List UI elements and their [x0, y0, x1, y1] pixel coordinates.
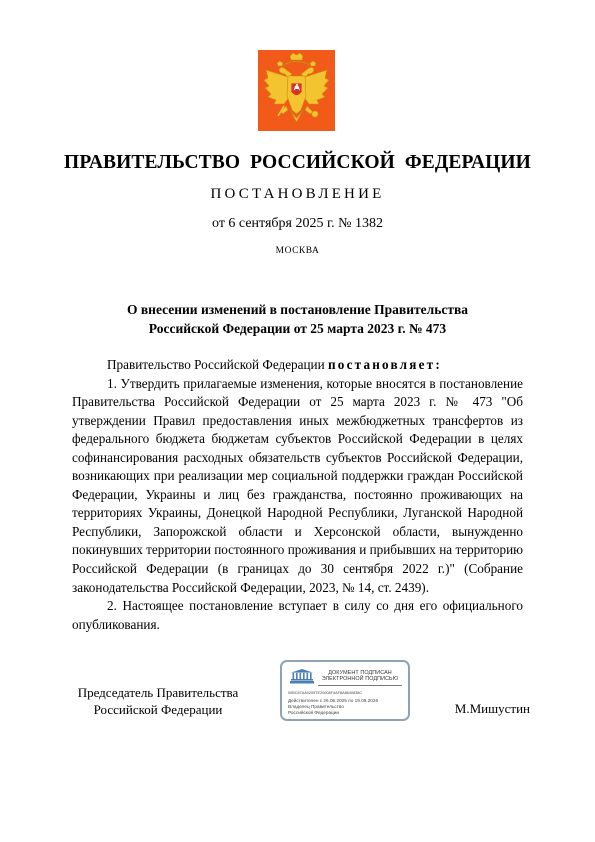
double-headed-eagle-icon: [258, 50, 335, 131]
stamp-title-line-1: ДОКУМЕНТ ПОДПИСАН: [328, 670, 392, 676]
electronic-signature-stamp: [280, 660, 410, 721]
e-signature-icon: [290, 669, 314, 684]
decree-word: постановляет:: [327, 357, 442, 372]
signatory-position-line-2: Российской Федерации: [93, 702, 223, 717]
government-title: ПРАВИТЕЛЬСТВО РОССИЙСКОЙ ФЕДЕРАЦИИ: [64, 152, 531, 173]
stamp-divider: [318, 685, 402, 686]
document-city: МОСКВА: [275, 246, 320, 256]
coat-of-arms-emblem: [258, 50, 335, 131]
document-body: [72, 356, 523, 634]
signatory-position: [60, 684, 256, 718]
signatory-position-line-1: Председатель Правительства: [77, 685, 239, 700]
stamp-title: [318, 670, 402, 682]
stamp-certificate: 00BC87AA0209TE20008F4AF8A8640838C: [288, 691, 363, 695]
stamp-validity: Действителен с 26.06.2025 по 19.09.2026: [288, 698, 379, 703]
stamp-owner: Владелец Правительство Российской Федерации: [288, 704, 344, 715]
document-subject: [60, 300, 535, 338]
intro-text: Правительство Российской Федерации: [107, 357, 328, 372]
paragraph-1: 1. Утвердить прилагаемые изменения, которые вносятся в постановление Правительства Российской Федерации от 25 марта 2023 г. № 473 "Об утверждении Правил предоставления иных межбюджетных трансфертов из федерального бюджета бюджетам субъектов Российской Федерации в целях софинансирования расходных обязательств субъектов Российской Федерации, возникающих при реализации мер социальной поддержки граждан Российской Федерации, Украины и лиц без гражданства, постоянно проживающих на территориях Украины, Донецкой Народной Республики, Луганской Народной Республики, Запорожской области и Херсонской области, вынужденно покинувших территории постоянного проживания и прибывших на территорию Российской Федерации (в границах до 30 сентября 2022 г.)" (Собрание законодательства Российской Федерации, 2023, № 14, ст. 2439).: [72, 375, 523, 595]
paragraph-2: 2. Настоящее постановление вступает в силу со дня его официального опубликования.: [72, 598, 523, 632]
document-type: ПОСТАНОВЛЕНИЕ: [210, 186, 385, 202]
document-date-number: от 6 сентября 2025 г. № 1382: [212, 216, 383, 231]
intro-paragraph: [72, 356, 523, 375]
stamp-title-line-2: ЭЛЕКТРОННОЙ ПОДПИСЬЮ: [321, 676, 399, 683]
signatory-name: М.Мишустин: [454, 701, 530, 716]
subject-line-1: О внесении изменений в постановление Правительства: [127, 302, 468, 317]
subject-line-2: Российской Федерации от 25 марта 2023 г. № 473: [148, 321, 447, 336]
